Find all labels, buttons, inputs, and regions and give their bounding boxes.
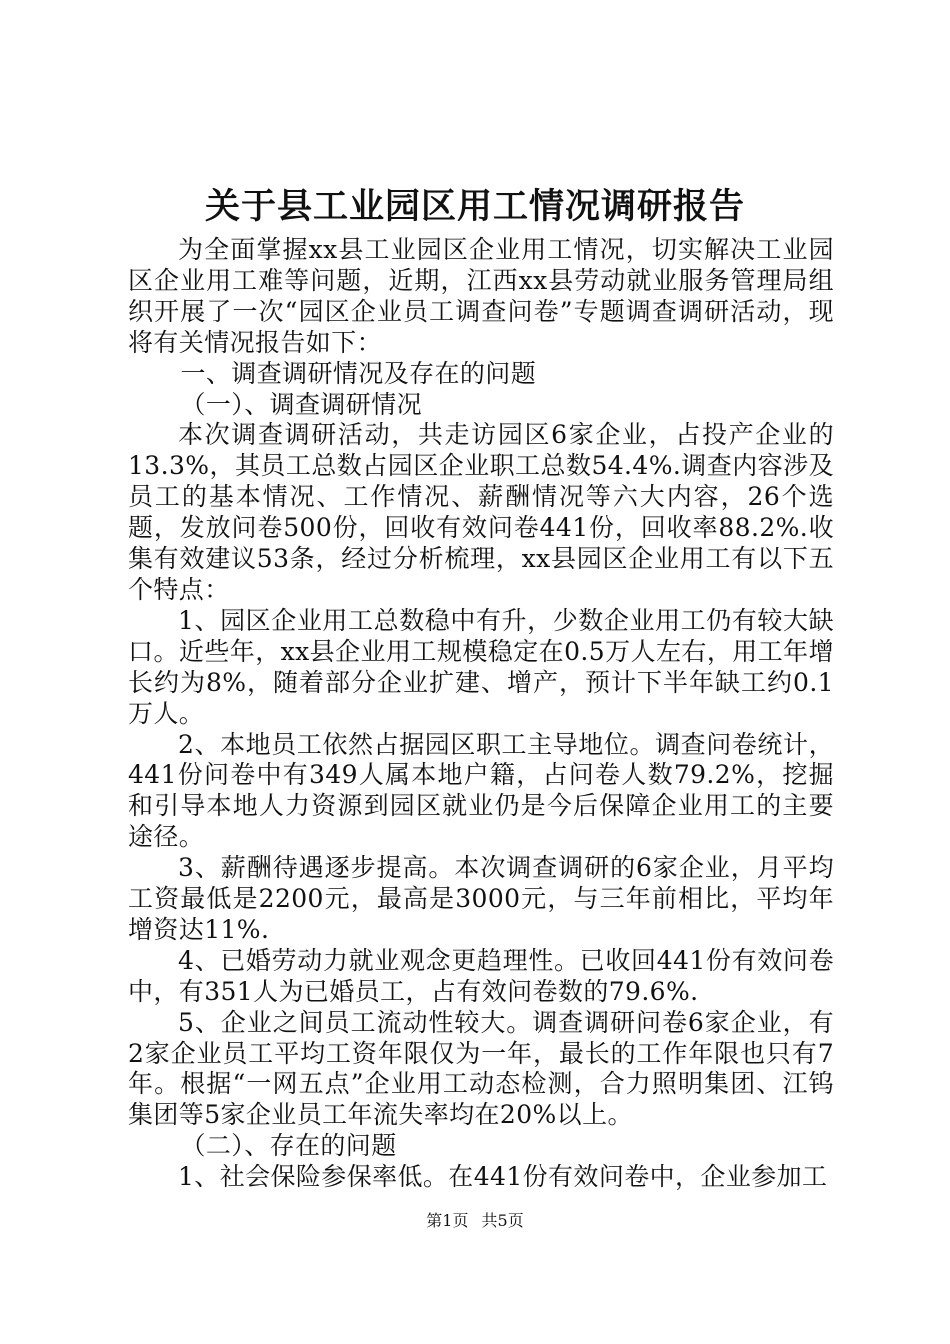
subsection-heading-1: （一）、调查调研情况 (180, 389, 423, 419)
subsection-heading-2: （二）、存在的问题 (180, 1131, 397, 1161)
problem-1-paragraph: 1、社会保险参保率低。在441份有效问卷中，企业参加工 (178, 1162, 828, 1192)
document-body (128, 235, 834, 1193)
document-title: 关于县工业园区用工情况调研报告 (204, 186, 745, 227)
feature-1-paragraph: 1、园区企业用工总数稳中有升，少数企业用工仍有较大缺口。近些年，xx县企业用工规模稳定在0.5万人左右，用工年增长约为8%，随着部分企业扩建、增产，预计下半年缺工约0.1万人。 (128, 605, 834, 728)
intro-paragraph: 为全面掌握xx县工业园区企业用工情况，切实解决工业园区企业用工难等问题，近期，江西xx县劳动就业服务管理局组织开展了一次“园区企业员工调查问卷”专题调查调研活动，现将有关情况报告如下： (128, 235, 834, 357)
feature-5-paragraph: 5、企业之间员工流动性较大。调查调研问卷6家企业，有2家企业员工平均工资年限仅为一年，最长的工作年限也只有7年。根据“一网五点”企业用工动态检测，合力照明集团、江钨集团等5家企业员工年流失率均在20%以上。 (128, 1007, 834, 1130)
page-number: 第1页 (426, 1211, 469, 1230)
feature-2-paragraph: 2、本地员工依然占据园区职工主导地位。调查问卷统计，441份问卷中有349人属本地户籍，占问卷人数79.2%，挖掘和引导本地人力资源到园区就业仍是今后保障企业用工的主要途径。 (128, 729, 834, 852)
feature-3-paragraph: 3、薪酬待遇逐步提高。本次调查调研的6家企业，月平均工资最低是2200元，最高是3000元，与三年前相比，平均年增资达11%. (128, 853, 834, 944)
page-total: 共5页 (481, 1211, 524, 1230)
section-heading-1: 一、调查调研情况及存在的问题 (180, 358, 537, 388)
feature-4-paragraph: 4、已婚劳动力就业观念更趋理性。已收回441份有效问卷中，有351人为已婚员工，占有效问卷数的79.6%. (128, 945, 834, 1006)
survey-summary-paragraph: 本次调查调研活动，共走访园区6家企业，占投产企业的13.3%，其员工总数占园区企业职工总数54.4%.调查内容涉及员工的基本情况、工作情况、薪酬情况等六大内容，26个选题，发放问卷500份，回收有效问卷441份，回收率88.2%.收集有效建议53条，经过分析梳理，xx县园区企业用工有以下五个特点： (128, 420, 834, 604)
page-footer (0, 1210, 950, 1232)
